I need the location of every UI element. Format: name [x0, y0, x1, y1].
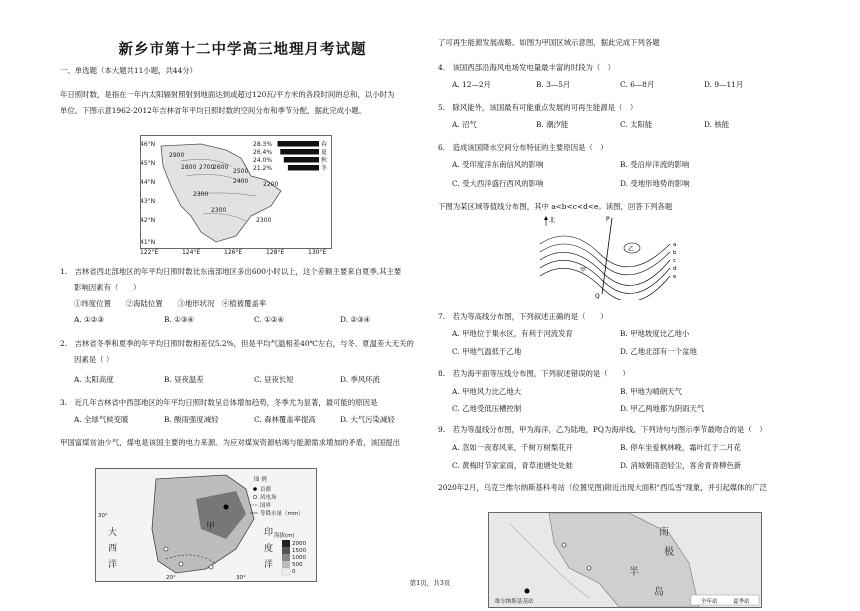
season-pct: 21.2% — [253, 165, 273, 172]
region-label: 极 — [664, 547, 674, 558]
q4-option-a[interactable]: A. 12—2月 — [452, 80, 491, 89]
q3-stem: 3. 近几年吉林省中西部地区的年平均日照时数呈总体增加趋势，冬季尤为显著，最可能的原因是 — [60, 398, 378, 407]
q9-option-d[interactable]: D. 消城朝雨浥轻尘，客舍青青柳色新 — [620, 461, 742, 470]
ocean-label: 西 — [108, 544, 118, 554]
q8-stem: 8. 若为海平面等压线分布图，下列叙述错误的是（ ） — [438, 369, 630, 378]
q9-option-c[interactable]: C. 黄梅时节家家雨，青草池塘处处蛙 — [452, 461, 573, 470]
lat-label: 45°N — [141, 160, 156, 167]
page-footer: 第1页，共3页 — [409, 579, 451, 587]
q8-option-d[interactable]: D. 甲乙两地都为阴雨天气 — [620, 404, 705, 413]
ocean-label: 度 — [264, 544, 274, 554]
contour-label: 2700 — [199, 164, 215, 171]
q2-option-b[interactable]: B. 昼夜温差 — [164, 375, 204, 384]
legend-title: 图 例 — [254, 477, 267, 483]
lat-label: 41°N — [141, 239, 156, 246]
contour-label: 2400 — [233, 178, 249, 185]
intro-4: 2020年2月，乌克兰维尔纳斯基科考站（位置见图)附近出现大面积"西瓜雪"现象，并引起媒体的广泛 — [438, 483, 767, 492]
q3-option-a[interactable]: A. 全球气候变暖 — [74, 415, 129, 424]
contour-label: 2600 — [213, 164, 229, 171]
q8-option-b[interactable]: B. 甲地为晴朗天气 — [620, 387, 682, 396]
label-yi: 乙 — [628, 246, 635, 253]
contour-label: 2300 — [211, 207, 227, 214]
elev-title: 海拔(m) — [274, 533, 295, 539]
region-label: 岛 — [654, 587, 664, 598]
q5-option-d[interactable]: D. 核能 — [704, 120, 730, 129]
q8-option-a[interactable]: A. 甲地风力比乙地大 — [452, 387, 522, 396]
country-label: 甲 — [206, 522, 216, 532]
region-label: 半 — [629, 567, 639, 578]
lon-label: 20° — [166, 575, 176, 581]
legend-item: 夏季站 — [733, 599, 750, 605]
antarctic-peninsula-map — [488, 512, 762, 608]
lat-label: 30° — [98, 513, 108, 519]
q4-option-c[interactable]: C. 6—8月 — [620, 80, 655, 89]
isoline-diagram — [540, 214, 680, 300]
lon-label: 126°E — [224, 249, 243, 256]
q4-option-d[interactable]: D. 9—11月 — [704, 80, 744, 89]
q4-stem: 4. 该国西部沿海风电场发电量最丰富的时段为（ ） — [438, 63, 616, 72]
elev-value: 1500 — [292, 548, 306, 554]
q1-items: ①纬度位置 ②海陆位置 ③地形状况 ④植被覆盖率 — [74, 299, 267, 308]
q7-option-d[interactable]: D. 乙地北部有一个盆地 — [620, 347, 697, 356]
q2-option-d[interactable]: D. 季风环流 — [340, 375, 380, 384]
contour-label: 2300 — [193, 191, 209, 198]
season-bar — [284, 157, 319, 163]
lon-label: 130°E — [308, 249, 327, 256]
label-d: d — [673, 266, 677, 272]
q1-option-c[interactable]: C. ①②④ — [254, 315, 284, 324]
contour-label: 2900 — [169, 152, 185, 159]
label-b: b — [673, 250, 677, 256]
q6-stem: 6. 造成该国降水空间分布特征的主要原因是（ ） — [438, 143, 608, 152]
lat-label: 46°N — [141, 141, 156, 148]
lon-label: 30° — [236, 575, 246, 581]
q6-option-b[interactable]: B. 受沿岸洋流的影响 — [620, 160, 690, 169]
contour-label: 2300 — [256, 217, 272, 224]
q1-stem-2: 影响因素有（ ） — [74, 283, 141, 292]
label-jia: 甲 — [580, 267, 587, 274]
q1-option-b[interactable]: B. ①③④ — [164, 315, 195, 324]
q3-option-d[interactable]: D. 大气污染减轻 — [340, 415, 395, 424]
season-bar — [277, 141, 319, 147]
q3-option-b[interactable]: B. 酸雨强度减轻 — [164, 415, 219, 424]
q6-option-c[interactable]: C. 受大西洋盛行西风的影响 — [452, 179, 544, 188]
elev-value: 0 — [292, 569, 296, 575]
lat-label: 43°N — [141, 198, 156, 205]
q1-stem-1: 1. 吉林省西北部地区的年平均日照时数比东南部地区多出600小时以上，这个差额主要来自夏季,其主要 — [60, 267, 402, 276]
section-heading: 一、单选题（本大题共11小题，共44分） — [60, 66, 198, 75]
season-pct: 26.4% — [253, 149, 273, 156]
q6-option-d[interactable]: D. 受地形地势的影响 — [620, 179, 690, 188]
contour-label: 2200 — [263, 181, 279, 188]
season-pct: 24.0% — [253, 157, 273, 164]
north-label: 北 — [549, 217, 556, 224]
legend-item: 全年站 — [701, 599, 718, 605]
season-bar — [288, 165, 319, 171]
q7-stem: 7. 若为等高线分布图，下列叙述正确的是（ ） — [438, 312, 608, 321]
q2-stem-2: 因素是（ ） — [74, 355, 114, 364]
station-label: 维尔纳斯基基站 — [495, 599, 534, 605]
jilin-sunshine-map — [140, 135, 332, 249]
q5-option-b[interactable]: B. 潮汐能 — [536, 120, 569, 129]
lon-label: 128°E — [266, 249, 285, 256]
q4-option-b[interactable]: B. 3—5月 — [536, 80, 571, 89]
page-title: 新乡市第十二中学高三地理月考试题 — [118, 41, 367, 58]
q7-option-b[interactable]: B. 甲地坡度比乙地小 — [620, 329, 690, 338]
q2-option-a[interactable]: A. 太阳高度 — [74, 375, 114, 384]
season-name: 冬 — [321, 165, 328, 172]
ocean-label: 大 — [108, 528, 118, 538]
region-label: 南 — [659, 527, 669, 538]
lat-label: 44°N — [141, 179, 156, 186]
ocean-label: 洋 — [108, 560, 118, 570]
ocean-label: 洋 — [264, 560, 274, 570]
season-name: 春 — [321, 141, 328, 148]
legend-item: 等降水量（mm） — [260, 511, 304, 517]
q9-option-b[interactable]: B. 停车坐爱枫林晚，霜叶红于二月花 — [620, 443, 741, 452]
contour-label: 2500 — [233, 168, 249, 175]
elev-value: 1000 — [292, 555, 306, 561]
ocean-label: 印 — [264, 528, 274, 538]
legend-item: 首都 — [260, 487, 272, 493]
q5-option-a[interactable]: A. 沼气 — [452, 120, 477, 129]
q5-stem: 5. 除风能外，该国最有可能重点发展的可再生能源是（ ） — [438, 103, 638, 112]
q7-option-a[interactable]: A. 甲地位于集水区，有利于河流发育 — [452, 329, 573, 338]
label-c: c — [673, 258, 677, 264]
intro-1-line-2: 单位。下图示意1962-2012年吉林省年平均日照时数的空间分布和季节分配，据此完成小题。 — [60, 106, 367, 115]
label-q: Q — [595, 293, 600, 300]
intro-2-continued: 了可再生能源发展战略。如图为甲国区域示意图，据此完成下列各题 — [438, 38, 660, 47]
q6-option-a[interactable]: A. 受印度洋东南信风的影响 — [452, 160, 544, 169]
intro-3: 下图为某区域等值线分布图，其中 a<b<c<d<e。读图，回答下列各题 — [438, 202, 673, 211]
season-name: 夏 — [321, 149, 328, 156]
label-p: P — [606, 216, 610, 223]
label-e: e — [673, 274, 677, 280]
q8-option-c[interactable]: C. 乙地受低压槽控制 — [452, 404, 522, 413]
legend-item: 国界 — [260, 503, 272, 509]
label-a: a — [673, 242, 677, 248]
season-pct: 28.3% — [253, 141, 273, 148]
q1-option-d[interactable]: D. ②③④ — [340, 315, 371, 324]
q9-stem: 9. 若为等温线分布图，甲为海洋，乙为陆地，PQ为海岸线，下列诗句与图示季节最吻合的是（ ） — [438, 425, 767, 434]
q7-option-c[interactable]: C. 甲地气温低于乙地 — [452, 347, 522, 356]
intro-2: 甲国富煤贫油少气，煤电是该国主要的电力来源。为应对煤炭资源枯竭与能源需求增加的矛盾，该国提出 — [60, 438, 400, 447]
lat-label: 42°N — [141, 217, 156, 224]
lon-label: 124°E — [182, 249, 201, 256]
q9-option-a[interactable]: A. 忽如一夜春风来，千树万树梨花开 — [452, 443, 573, 452]
season-bar-chart — [277, 141, 319, 171]
season-name: 秋 — [321, 157, 328, 164]
q1-option-a[interactable]: A. ①②③ — [74, 315, 104, 324]
elev-value: 2000 — [292, 541, 306, 547]
south-africa-map — [95, 468, 317, 582]
contour-label: 2800 — [181, 164, 197, 171]
season-bar — [280, 149, 319, 155]
q2-option-c[interactable]: C. 昼夜长短 — [254, 375, 294, 384]
q2-stem-1: 2. 吉林省冬季和夏季的年平均日照时数相差仅5.2%，但是平均气温相差40℃左右，与冬、夏温差大无关的 — [60, 339, 414, 348]
elev-value: 500 — [292, 562, 303, 568]
q5-option-c[interactable]: C. 太阳能 — [620, 120, 653, 129]
legend-item: 风电场 — [260, 495, 277, 501]
q3-option-c[interactable]: C. 森林覆盖率提高 — [254, 415, 316, 424]
intro-1-line-1: 年日照时数，是指在一年内太阳辐射照射到地面达到或超过120瓦/平方米的各段时间的总和，以小时为 — [60, 90, 395, 99]
lon-label: 122°E — [140, 249, 159, 256]
